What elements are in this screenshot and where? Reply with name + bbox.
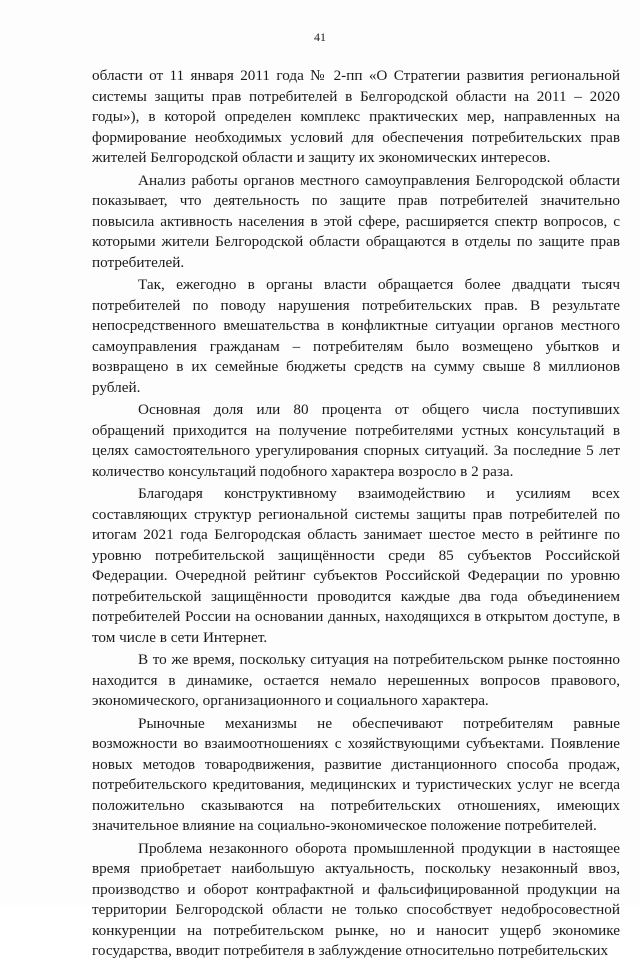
page-number: 41 (314, 30, 326, 44)
paragraph-illegal-trade: Проблема незаконного оборота промышленной продукции в настоящее время приобретает наибольшую актуальность, поскольку незаконный ввоз, производство и оборот контрафактной и фальсифицированной продукции на территории Белгородской области не только способствует недобросовестной конкуренции на потребительском рынке, но и наносит ущерб экономике государства, вводит потребителя в заблуждение относительно потребительских (92, 839, 620, 959)
paragraph-local-government-analysis: Анализ работы органов местного самоуправления Белгородской области показывает, что деятельность по защите прав потребителей значительно повысила активность населения в этой сфере, расширяется спектр вопросов, с которыми жители Белгородской области обращаются в отделы по защите прав потребителей. (92, 171, 620, 271)
paragraph-annual-appeals: Так, ежегодно в органы власти обращается более двадцати тысяч потребителей по поводу нарушения потребительских прав. В результате непосредственного вмешательства в конфликтные ситуации органов местного самоуправления гражданам – потребителям было возмещено убытков и возвращено в их семейные бюджеты средств на сумму свыше 8 миллионов рублей. (92, 276, 620, 396)
paragraph-regional-rating: Благодаря конструктивному взаимодействию и усилиям всех составляющих структур региональной системы защиты прав потребителей по итогам 2021 года Белгородская область занимает шестое место в рейтинге по уровню потребительской защищённости среди 85 субъектов Российской Федерации. Очередной рейтинг субъектов Российской Федерации по уровню потребительской защищённости проводится каждые два года объединением потребителей России на основании данных, находящихся в открытом доступе, в том числе в сети Интернет. (92, 485, 620, 646)
paragraph-unresolved-issues: В то же время, поскольку ситуация на потребительском рынке постоянно находится в динамике, остается немало нерешенных вопросов правового, экономического, организационного и социального характера. (92, 651, 620, 709)
paragraph-market-mechanisms: Рыночные механизмы не обеспечивают потребителям равные возможности во взаимоотношениях с хозяйствующими субъектами. Появление новых методов товародвижения, развитие дистанционного способа продаж, потребительского кредитования, медицинских и туристических услуг не всегда положительно сказываются на потребительских отношениях, имеющих значительное влияние на социально-экономическое положение потребителей. (92, 714, 620, 834)
paragraph-strategy-continuation: области от 11 января 2011 года № 2-пп «О Стратегии развития региональной системы защиты прав потребителей в Белгородской области на 2011 – 2020 годы»), в которой определен комплекс практических мер, направленных на формирование необходимых условий для обеспечения потребительских прав жителей Белгородской области и защиту их экономических интересов. (92, 67, 620, 166)
document-body (92, 66, 620, 964)
paragraph-consultations-share: Основная доля или 80 процента от общего числа поступивших обращений приходится на получение потребителями устных консультаций в целях самостоятельного урегулирования спорных ситуаций. За последние 5 лет количество консультаций подобного характера возросло в 2 раза. (92, 401, 620, 480)
